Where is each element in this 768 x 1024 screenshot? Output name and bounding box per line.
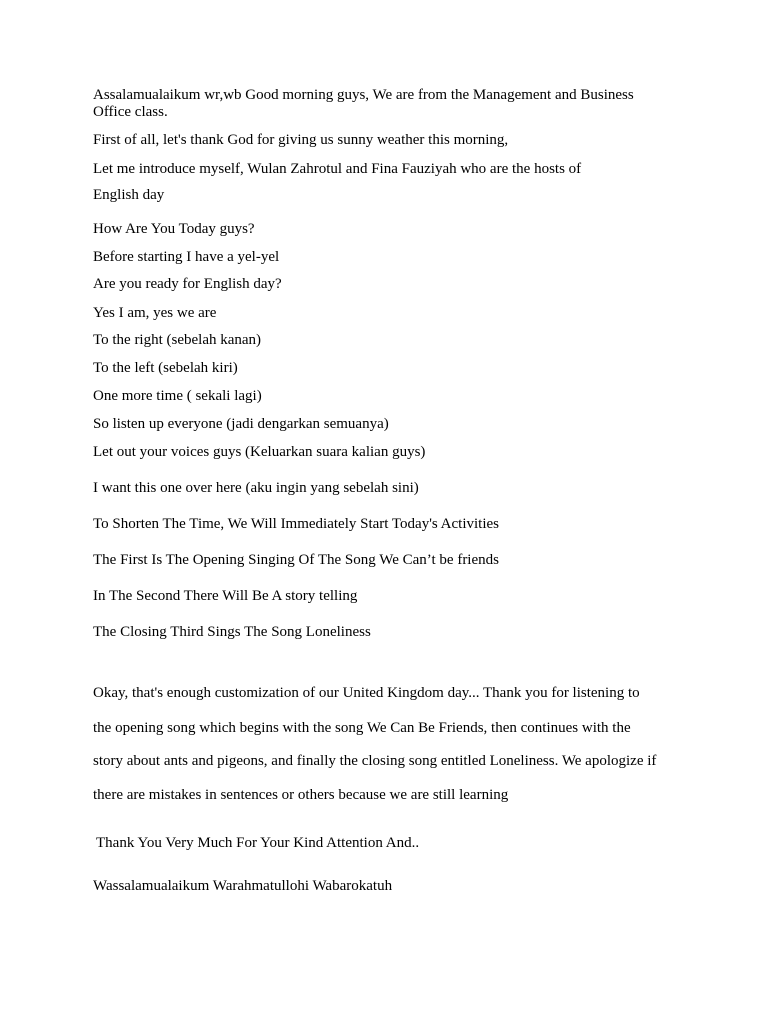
- text-line: Assalamualaikum wr,wb Good morning guys, We are from the Management and Business: [93, 87, 634, 103]
- text-line: Let me introduce myself, Wulan Zahrotul and Fina Fauziyah who are the hosts of: [93, 161, 582, 177]
- text-line: Let out your voices guys (Keluarkan suara kalian guys): [93, 444, 426, 460]
- text-line: Yes I am, yes we are: [93, 305, 217, 321]
- text-line: Wassalamualaikum Warahmatullohi Wabarokatuh: [93, 878, 393, 894]
- text-line: Thank You Very Much For Your Kind Attention And..: [96, 835, 420, 851]
- text-line: To the left (sebelah kiri): [93, 360, 238, 376]
- text-line: First of all, let's thank God for giving us sunny weather this morning,: [93, 132, 509, 148]
- text-line: Are you ready for English day?: [93, 276, 282, 292]
- text-line: the opening song which begins with the song We Can Be Friends, then continues with the: [93, 720, 631, 736]
- text-line: So listen up everyone (jadi dengarkan semuanya): [93, 416, 389, 432]
- text-line: Okay, that's enough customization of our United Kingdom day... Thank you for listening to: [93, 685, 640, 701]
- text-line: The Closing Third Sings The Song Loneliness: [93, 624, 371, 640]
- text-line: The First Is The Opening Singing Of The Song We Can’t be friends: [93, 552, 499, 568]
- text-line: Before starting I have a yel-yel: [93, 249, 280, 265]
- text-line: One more time ( sekali lagi): [93, 388, 262, 404]
- text-line: To Shorten The Time, We Will Immediately Start Today's Activities: [93, 516, 499, 532]
- text-line: Office class.: [93, 104, 168, 120]
- text-line: In The Second There Will Be A story telling: [93, 588, 358, 604]
- text-line: there are mistakes in sentences or others because we are still learning: [93, 787, 509, 803]
- text-line: How Are You Today guys?: [93, 221, 255, 237]
- text-line: To the right (sebelah kanan): [93, 332, 262, 348]
- text-line: story about ants and pigeons, and finally the closing song entitled Loneliness. We apologize if: [93, 753, 657, 769]
- text-line: I want this one over here (aku ingin yang sebelah sini): [93, 480, 419, 496]
- text-line: English day: [93, 187, 165, 203]
